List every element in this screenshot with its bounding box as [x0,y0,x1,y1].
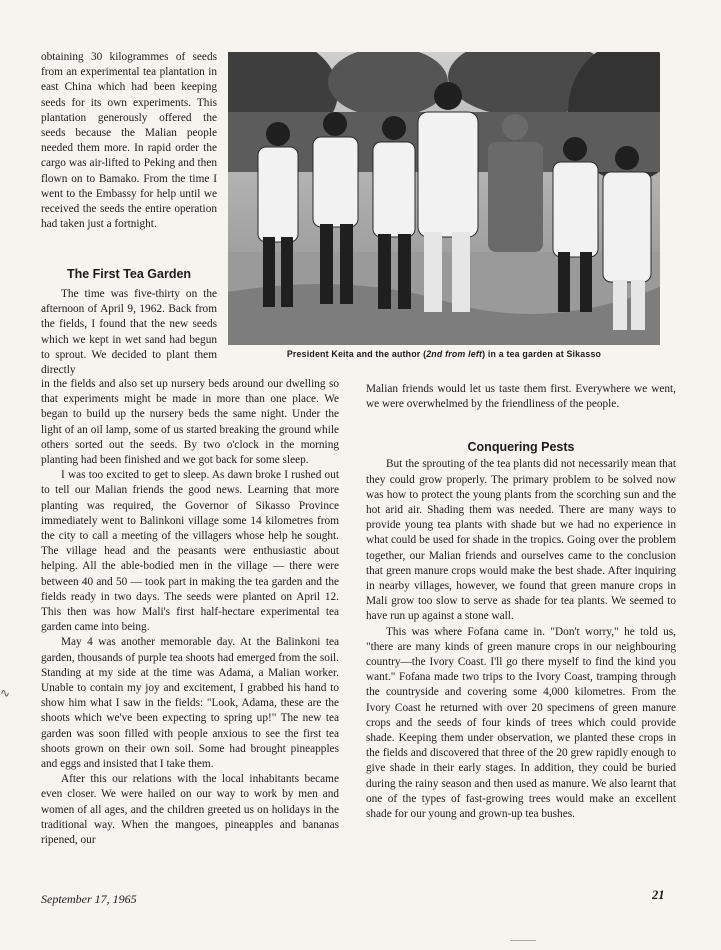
section-heading-conquering-pests: Conquering Pests [467,440,575,454]
paragraph: After this our relations with the local inhabitants became even closer. We were hailed on our way to work by men and women of all ages, and the children greeted us on holidays in the traditional way. When the mangoes, pineapples and bananas ripened, our [41,773,339,847]
column1-narrow-text [41,287,217,378]
paragraph: But the sprouting of the tea plants did not necessarily mean that they could grow properly. The primary problem to be solved now was how to protect the young plants from the scorching sun and the hot arid air. Shading them was needed. There are many ways to provide young tea plants with shade but we had no experience in what could be used for shade in the tropics. Going over the problem together, our Malian friends and ourselves came to the conclusion that green manure crops would make the best shade. After inquiring in nearby villages, however, we found that green manure crops in Mali grow too slow to serve as shade for tea plants. We seemed to have run up against a stone wall. [366,458,676,623]
paragraph: in the fields and also set up nursery beds around our dwelling so that experiments might be made in more than one place. We began to build up the nursery beds the same night. Under the light of an oil lamp, some of us started breaking the ground while others sorted out the seeds. By two o'clock in the morning planting had been finished and we got back for some sleep. [41,378,339,467]
paragraph: obtaining 30 kilogrammes of seeds from an experimental tea plantation in east China which had been keeping seeds for its own experiments. This plantation generously offered the seeds because the Malian people needed them more. In rapid order the cargo was air-lifted to Peking and then flown on to Bamako. From the time I went to the Embassy for help until we received the seeds the entire operation had taken just a fortnight. [41,51,217,231]
section-heading-first-tea-garden: The First Tea Garden [66,267,192,281]
paragraph: I was too excited to get to sleep. As dawn broke I rushed out to tell our Malian friends the good news. Learning that more planting was required, the Governor of Sikasso Province immediately went to Balinkoni village some 14 kilometres from the city to call a meeting of the villagers whose help he sought. The village head and the peasants were enthusiastic about helping. All the able-bodied men in the village — there were between 40 and 50 — took part in making the tea garden and the fields ready in two days. The seeds were planted on April 12. This then was how Mali's first half-hectare experimental tea garden came into being. [41,469,339,634]
margin-mark: ∿ [0,686,11,700]
caption-text-end: ) in a tea garden at Sikasso [482,349,602,359]
photo-tea-garden [228,52,660,345]
page-number: 21 [652,888,665,902]
footer-date: September 17, 1965 [41,892,137,906]
paragraph: This was where Fofana came in. "Don't worry," he told us, "there are many kinds of green manure crops in our neighbouring country—the Ivory Coast. I'll go there myself to find the kind you want." Fofana made two trips to the Ivory Coast, tramping through the countryside and covering some 4,000 kilometres. From the Ivory Coast he returned with over 20 specimens of green manure crops and the seeds of four kinds of trees which could provide shade. Keeping them under observation, we planted these crops in the fields and discovered that three of the 20 grew rapidly enough to give shade in their early stages. In addition, they could be buried during the rainy season and then used as manure. We also learnt that one of the types of fast-growing trees would make an excellent shade for our young and grown-up tea bushes. [366,625,676,821]
photo-caption [228,349,660,359]
caption-text-start: President Keita and the author ( [286,349,427,359]
scan-smudge [510,940,536,941]
caption-text-italic: 2nd from left [426,349,483,359]
paragraph: May 4 was another memorable day. At the Balinkoni tea garden, thousands of purple tea shoots had emerged from the soil. Standing at my side at the time was Adama, a Malian worker. Unable to contain my joy and excitement, I grabbed his hand to show him what I saw in the fields: "Look, Adama, these are the shoots which we've been expecting to spring up!" The new tea garden was soon filled with people anxious to see the first tea shoots grown on their own soil. Some had brought pineapples and eggs and insisted that I take them. [41,636,339,771]
photo-illustration [228,52,660,345]
column1-text [41,377,339,848]
column1-top-text [41,50,217,232]
paragraph: Malian friends would let us taste them first. Everywhere we went, we were overwhelmed by the friendliness of the people. [366,383,676,411]
paragraph: The time was five-thirty on the afternoon of April 9, 1962. Back from the fields, I found that the new seeds which we kept in wet sand had begun to sprout. We decided to plant them directly [41,288,217,377]
